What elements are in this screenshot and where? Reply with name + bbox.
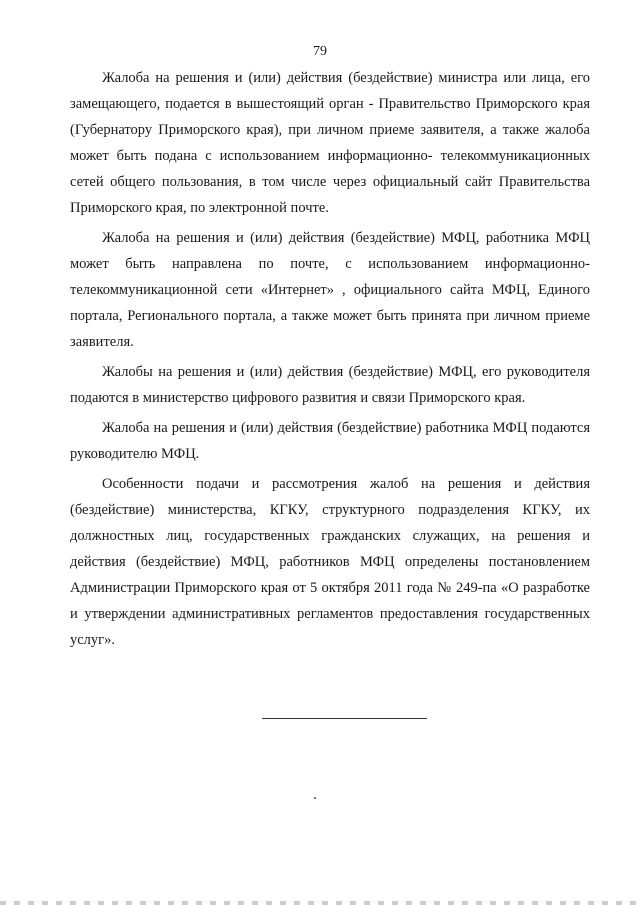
text-line: может быть направлена по почте, с использованием информационно- [70, 256, 590, 272]
text-line: жалоба может быть подана с использованием информационно- [70, 122, 590, 164]
text-line: Жалоба на решения и (или) действия (бездействие) министра или лица, его [102, 70, 590, 86]
scan-speck [314, 797, 316, 799]
text-line: и действия (бездействие) МФЦ, работников МФЦ определены постановлением [70, 528, 590, 570]
text-line: Приморского края. [408, 390, 526, 406]
text-line: телекоммуникационной сети «Интернет» , официального сайта МФЦ, Единого [70, 282, 590, 298]
text-line: края (Губернатору Приморского края), при личном приеме заявителя, а также [70, 96, 591, 138]
text-line: Жалобы на решения и (или) действия (бездействие) МФЦ, его [102, 364, 502, 380]
text-line: Особенности подачи и рассмотрения жалоб на решения и действия [102, 476, 590, 492]
document-body [70, 65, 590, 657]
text-line: Администрации Приморского края от 5 октября 2011 года № 249-па «О [70, 580, 519, 596]
text-line: замещающего, подается в вышестоящий орган - Правительство Приморского [70, 96, 558, 112]
paragraph-mfc-complaint [70, 225, 590, 355]
text-line: официальный сайт Правительства Приморского края, [70, 174, 591, 216]
paragraph-regulation-reference [70, 471, 590, 653]
text-line: разработке и утверждении административных регламентов предоставления [70, 580, 590, 622]
text-line: Жалоба на решения и (или) действия (бездействие) работника МФЦ [102, 420, 528, 436]
text-line: по электронной почте. [190, 200, 329, 216]
text-line: приеме заявителя. [70, 308, 591, 350]
text-line: подаются руководителю МФЦ. [70, 420, 591, 462]
text-line: (бездействие) министерства, КГКУ, структурного подразделения КГКУ, [70, 502, 562, 518]
text-line: Жалоба на решения и (или) действия (бездействие) МФЦ, работника МФЦ [102, 230, 590, 246]
text-line: портала, Регионального портала, а также может быть принята при личном [70, 308, 541, 324]
paragraph-ministry-complaint [70, 65, 590, 221]
end-of-text-rule [262, 718, 427, 719]
text-line: руководителя подаются в министерство цифрового развития и связи [70, 364, 590, 406]
page-number: 79 [313, 44, 327, 59]
paragraph-mfc-worker-complaint [70, 415, 590, 467]
scan-edge-artifact [0, 901, 640, 905]
text-line: их должностных лиц, государственных гражданских служащих, на решения [70, 502, 590, 544]
text-line: телекоммуникационных сетей общего пользования, в том числе через [70, 148, 591, 190]
text-line: государственных услуг». [70, 606, 590, 648]
paragraph-mfc-head-complaint [70, 359, 590, 411]
